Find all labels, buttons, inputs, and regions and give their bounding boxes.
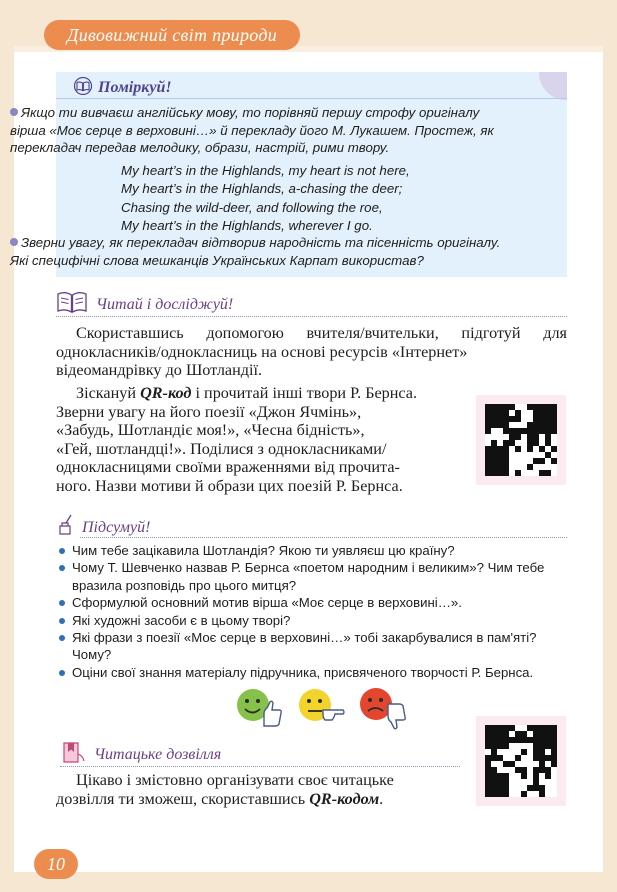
- leisure-title: Читацьке дозвілля: [94, 745, 222, 763]
- poem-line: My heart’s in the Highlands, a-chasing the deer;: [121, 181, 403, 197]
- book-icon: [72, 77, 94, 100]
- reflect-item-1: [10, 104, 510, 157]
- poem-line: My heart’s in the Highlands, wherever I go.: [121, 217, 373, 233]
- reflect-item-1-line-2: вірша «Моє серце в верховині…» й перекладу його М. Лукашем. Простеж, як: [10, 122, 494, 138]
- poem-line: Chasing the wild-deer, and following the roe,: [121, 199, 383, 215]
- summary-item: Сформулюй основний мотив вірша «Моє серце в верховині…».: [58, 594, 570, 611]
- page-bottom-frame: [0, 872, 617, 892]
- qr-code-term: QR-код: [140, 384, 192, 402]
- read-p2-line: Зверни увагу на його поезії «Джон Ячмінь»,: [56, 402, 362, 421]
- read-p1-line-3: відеомандрівку до Шотландії.: [56, 361, 263, 379]
- qr-code-leisure[interactable]: [476, 716, 566, 806]
- qr-code-image: [485, 725, 557, 797]
- leisure-line-1: Цікаво і змістовно організувати своє читацьке: [76, 771, 394, 789]
- reflect-heading: [72, 78, 172, 98]
- page-number: 10: [34, 849, 78, 879]
- page-right-frame: [603, 0, 617, 892]
- summary-list: [58, 542, 570, 681]
- leisure-line-2-pre: дозвілля ти зможеш, скориставшись: [56, 789, 310, 808]
- reflect-item-1-line-3: перекладач передав мелодику, образи, настрій, рими твору.: [10, 140, 390, 155]
- inkwell-icon: [56, 514, 74, 541]
- reflect-item-1-line-1: Якщо ти вивчаєш англійську мову, то порівняй першу строфу оригіналу: [21, 105, 480, 120]
- bookmark-icon: [60, 740, 86, 769]
- summary-divider: [80, 537, 567, 538]
- smiley-neutral-icon[interactable]: [297, 686, 347, 733]
- smiley-bad-icon[interactable]: [358, 686, 410, 735]
- read-p2-line-1-pre: Зіскануй: [76, 384, 141, 402]
- read-divider: [56, 316, 567, 317]
- summary-item: Які фрази з поезії «Моє серце в верховині…» тобі закарбувалися в пам'яті? Чому?: [58, 629, 570, 664]
- leisure-divider: [60, 766, 460, 767]
- open-book-icon: [56, 290, 88, 319]
- smiley-good-icon[interactable]: [234, 686, 284, 733]
- read-p1-line-2: однокласників/однокласниць на основі ресурсів «Інтернет»: [56, 342, 468, 361]
- reflect-item-2-line-2: Які специфічні слова мешканців Українських Карпат використав?: [10, 252, 424, 268]
- poem-line: My heart’s in the Highlands, my heart is not here,: [121, 163, 410, 178]
- qr-code-term: QR-кодом: [309, 789, 380, 808]
- leisure-paragraph: [56, 771, 466, 808]
- summary-item: Чим тебе зацікавила Шотландія? Якою ти уявляєш цю країну?: [58, 542, 570, 559]
- reflect-item-2-line-1: Зверни увагу, як перекладач відтворив народність та пісенність оригіналу.: [21, 235, 501, 250]
- read-p2-line: «Забудь, Шотландіє моя!», «Чесна бідність»,: [56, 421, 365, 439]
- summary-item: Оціни свої знання матеріалу підручника, присвяченого творчості Р. Бернса.: [58, 664, 570, 681]
- bullet-dot: [10, 108, 18, 116]
- leisure-line-2-post: .: [379, 789, 384, 808]
- read-p2-line: однокласницями своїми враженнями від прочита-: [56, 458, 400, 476]
- read-title: Читай і досліджуй!: [96, 295, 234, 313]
- read-p2-line: «Гей, шотландці!». Поділися з однокласниками/: [56, 439, 387, 458]
- summary-item: Які художні засоби є в цьому творі?: [58, 612, 570, 629]
- leisure-heading: [60, 740, 221, 769]
- reflect-title: Поміркуй!: [98, 79, 172, 96]
- qr-code-image: [485, 404, 557, 476]
- bullet-dot: [10, 238, 18, 246]
- read-p2-line: ного. Назви мотиви й образи цих поезій Р. Бернса.: [56, 476, 403, 495]
- reflect-divider: [56, 98, 567, 99]
- read-p1-line-1: Скориставшись допомогою вчителя/вчительки, підготуй для: [76, 324, 567, 342]
- read-paragraph-2: [56, 384, 466, 495]
- read-paragraph-1: [56, 324, 567, 380]
- qr-code-burns[interactable]: [476, 395, 566, 485]
- read-heading: [56, 290, 233, 319]
- chapter-title: Дивовижний світ природи: [44, 20, 300, 50]
- poem-excerpt: [121, 162, 410, 235]
- summary-item: Чому Т. Шевченко назвав Р. Бернса «поетом народним і великим»? Чим тебе вразила розповідь про цього митця?: [58, 559, 570, 594]
- read-p2-line-1-post: і прочитай інші твори Р. Бернса.: [191, 384, 418, 402]
- summary-title: Підсумуй!: [82, 518, 151, 536]
- reflect-item-2: [10, 234, 510, 269]
- corner-decoration: [539, 72, 567, 100]
